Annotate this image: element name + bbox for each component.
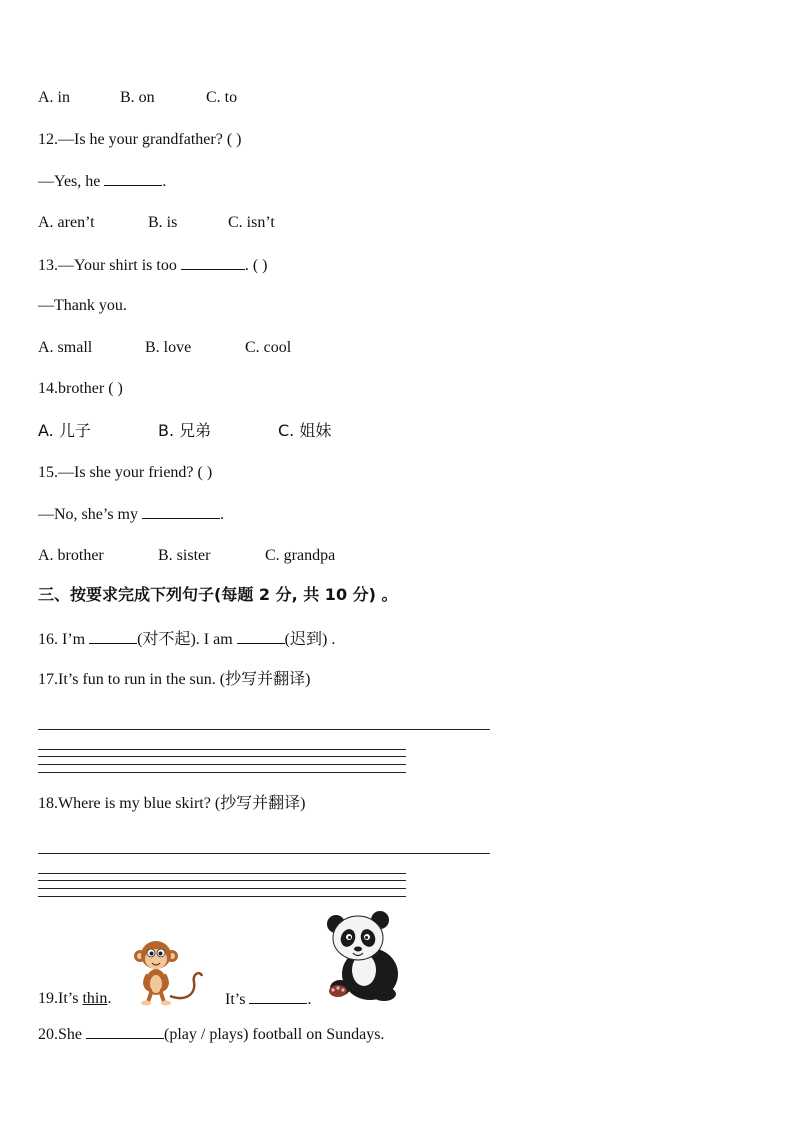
section-3-title: 三、按要求完成下列句子(每题 2 分, 共 10 分) 。 <box>38 585 398 604</box>
q15-answer <box>38 504 224 525</box>
q16-blank-2[interactable] <box>237 629 285 644</box>
q18-translation-line <box>38 853 490 854</box>
q17-copy-line-3 <box>38 764 406 765</box>
q17-copy-line-1 <box>38 749 406 750</box>
q13-blank[interactable] <box>181 255 245 270</box>
q12-options <box>38 213 275 233</box>
q16-hint-2: (迟到) . <box>284 631 336 648</box>
q19-word: thin <box>82 990 108 1007</box>
q19-blank[interactable] <box>249 989 307 1004</box>
q14-question: 14.brother ( ) <box>38 380 123 397</box>
q16-hint-1: (对不起). I am <box>137 631 233 648</box>
q18-question: 18.Where is my blue skirt? (抄写并翻译) <box>38 795 306 812</box>
q19-prefix: 19.It’s <box>38 990 79 1007</box>
q20 <box>38 1024 384 1045</box>
q17-copy-line-2 <box>38 756 406 757</box>
q16-blank-1[interactable] <box>89 629 137 644</box>
q14-options <box>38 421 331 441</box>
q15-option-c: C. grandpa <box>265 547 336 564</box>
q15-options <box>38 546 335 566</box>
q19-second-suffix: . <box>307 991 312 1008</box>
q19-part-2 <box>225 989 311 1010</box>
panda-icon <box>322 908 404 1004</box>
q20-suffix: (play / plays) football on Sundays. <box>164 1026 385 1043</box>
q17-copy-line-4 <box>38 772 406 773</box>
q15-blank[interactable] <box>142 504 220 519</box>
q18-copy-line-4 <box>38 896 406 897</box>
q11-option-b: B. on <box>120 89 155 106</box>
q16-prefix: 16. I’m <box>38 631 86 648</box>
q12-option-a: A. aren’t <box>38 214 95 231</box>
q15-option-a: A. brother <box>38 547 104 564</box>
q11-options <box>38 88 237 108</box>
q11-option-a: A. in <box>38 89 70 106</box>
q12-question: 12.—Is he your grandfather? ( ) <box>38 131 242 148</box>
q13-option-b: B. love <box>145 339 192 356</box>
q13-question <box>38 255 268 276</box>
q20-blank[interactable] <box>86 1024 164 1039</box>
q13-options <box>38 338 291 358</box>
q14-option-c: C. 姐妹 <box>278 421 332 440</box>
q19-second-prefix: It’s <box>225 991 246 1008</box>
q12-option-b: B. is <box>148 214 178 231</box>
q15-option-b: B. sister <box>158 547 211 564</box>
q13-option-c: C. cool <box>245 339 292 356</box>
q12-answer-prefix: —Yes, he <box>38 173 101 190</box>
q20-prefix: 20.She <box>38 1026 82 1043</box>
q18-copy-line-3 <box>38 888 406 889</box>
q12-answer-suffix: . <box>162 173 167 190</box>
q15-answer-suffix: . <box>220 506 224 523</box>
q17-translation-line <box>38 729 490 730</box>
q19-suffix: . <box>107 990 112 1007</box>
q19-part-1 <box>38 989 111 1009</box>
q17-question: 17.It’s fun to run in the sun. (抄写并翻译) <box>38 671 311 688</box>
q15-answer-prefix: —No, she’s my <box>38 506 138 523</box>
q14-option-b: B. 兄弟 <box>158 421 212 440</box>
q18-copy-line-2 <box>38 880 406 881</box>
q13-option-a: A. small <box>38 339 93 356</box>
q13-question-prefix: 13.—Your shirt is too <box>38 257 177 274</box>
q16 <box>38 629 335 650</box>
q18-copy-line-1 <box>38 873 406 874</box>
q13-reply: —Thank you. <box>38 297 127 314</box>
q12-answer <box>38 171 166 192</box>
q13-question-suffix: . ( ) <box>244 257 268 274</box>
q15-question: 15.—Is she your friend? ( ) <box>38 464 213 481</box>
q12-blank[interactable] <box>104 171 162 186</box>
q14-option-a: A. 儿子 <box>38 421 91 440</box>
q12-option-c: C. isn’t <box>228 214 275 231</box>
q11-option-c: C. to <box>206 89 238 106</box>
monkey-icon <box>130 938 204 1006</box>
